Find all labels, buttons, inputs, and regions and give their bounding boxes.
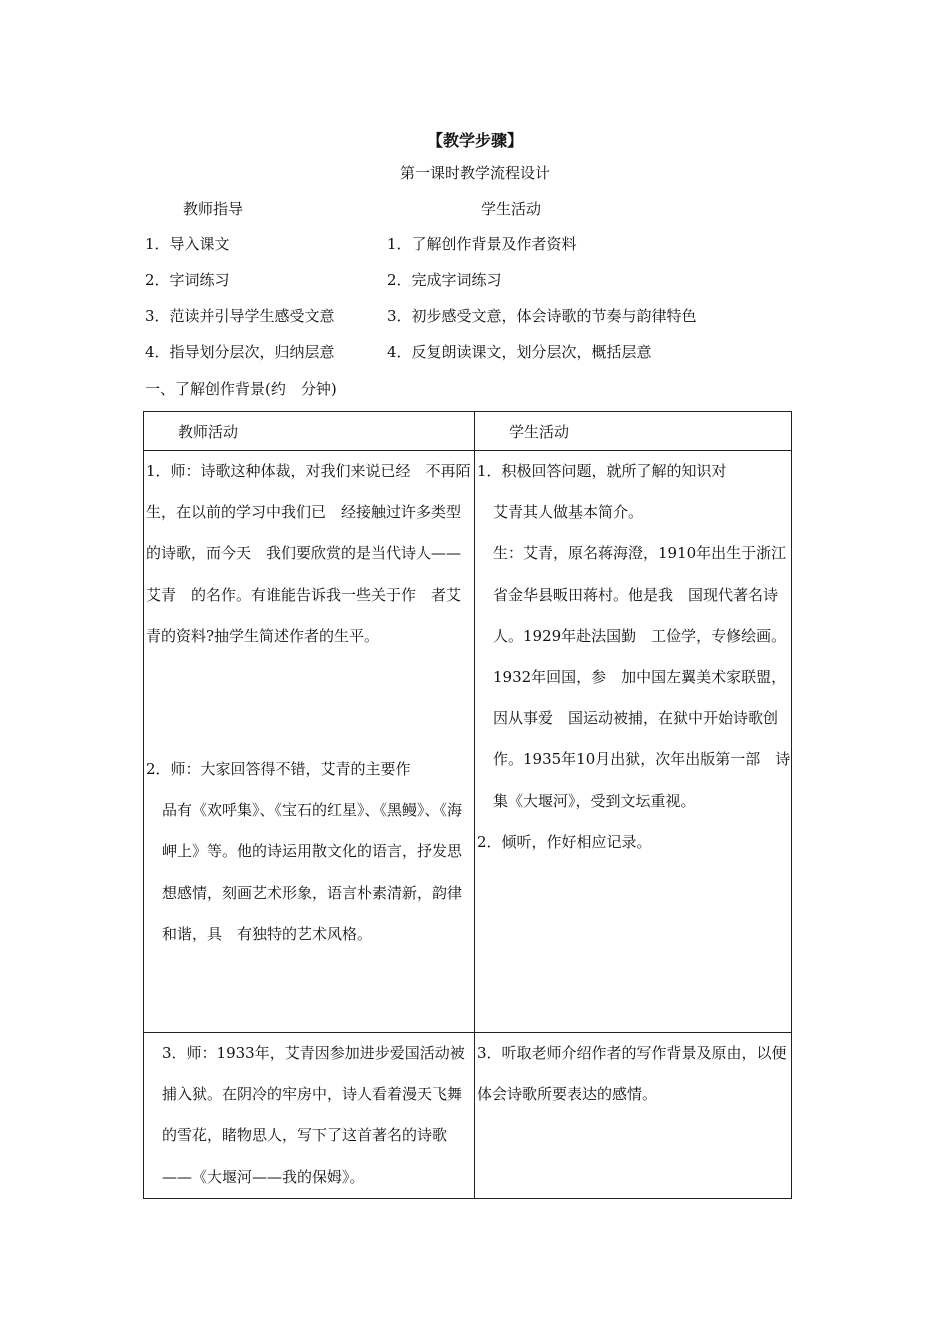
table-row [144, 1033, 792, 1199]
teacher-activity-paragraph: 3．师：1933年，艾青因参加进步爱国活动被捕入狱。在阴冷的牢房中，诗人看着漫天飞舞的雪花，睹物思人，写下了这首著名的诗歌——《大堰河——我的保姆》。 [162, 1044, 465, 1186]
overview-row [145, 303, 825, 329]
student-activity-content [475, 451, 791, 863]
table-row [144, 451, 792, 1033]
section-title: 一、了解创作背景(约 分钟) [145, 380, 337, 398]
activity-table [143, 411, 792, 1199]
student-activity-cell [475, 1033, 792, 1199]
student-activity-paragraph: 2．倾听，作好相应记录。 [477, 832, 652, 851]
overview-student-step: 1．了解创作背景及作者资料 [387, 235, 577, 253]
student-activity-cell [475, 451, 792, 1033]
overview-teacher-step: 3．范读并引导学生感受文意 [145, 307, 335, 325]
table-header-row [144, 412, 792, 451]
lesson-subheading: 第一课时教学流程设计 [399, 164, 550, 182]
section-heading: 【教学步骤】 [426, 131, 523, 150]
table-header-student-text: 学生活动 [509, 423, 570, 441]
overview-student-step: 3．初步感受文意，体会诗歌的节奏与韵律特色 [387, 307, 697, 325]
overview-header-row [145, 196, 825, 222]
overview-student-step: 2．完成字词练习 [387, 271, 502, 289]
teacher-activity-content [144, 1033, 474, 1198]
student-activity-paragraph: 3．听取老师介绍作者的写作背景及原由，以便体会诗歌所要表达的感情。 [477, 1044, 787, 1104]
table-header-teacher [144, 412, 475, 451]
student-activity-paragraph: 生：艾青，原名蒋海澄，1910年出生于浙江省金华县畈田蒋村。他是我 国现代著名诗人。1929年赴法国勤 工俭学，专修绘画。1932年回国，参 加中国左翼美术家联盟，因从事爱 国运动被捕，在狱中开始诗歌创作。1935年10月出狱，次年出版第一部 诗集《大堰河》，受到文坛重视。 [493, 544, 791, 810]
table-header-student [475, 412, 792, 451]
teacher-activity-paragraph: 品有《欢呼集》、《宝石的红星》、《黑鳗》、《海岬上》等。他的诗运用散文化的语言，抒发思想感情，刻画艺术形象，语言朴素清新，韵律和谐，具 有独特的艺术风格。 [162, 801, 463, 943]
overview-row [145, 231, 825, 257]
teacher-activity-cell [144, 1033, 475, 1199]
overview-student-step: 4．反复朗读课文，划分层次，概括层意 [387, 343, 652, 361]
table-header-teacher-text: 教师活动 [178, 423, 239, 441]
student-activity-paragraph: 1．积极回答问题，就所了解的知识对 [477, 462, 727, 480]
overview-teacher-header: 教师指导 [183, 200, 244, 218]
overview-student-header: 学生活动 [481, 200, 542, 218]
overview-teacher-step: 1．导入课文 [145, 235, 230, 253]
teacher-activity-paragraph: 1．师：诗歌这种体裁，对我们来说已经 不再陌生，在以前的学习中我们已 经接触过许多类型的诗歌，而今天 我们要欣赏的是当代诗人——艾青 的名作。有谁能告诉我一些关于作 者艾青的资料?抽学生简述作者的生平。 [146, 462, 471, 645]
teacher-activity-content [144, 451, 474, 955]
overview-row [145, 339, 825, 365]
overview-row [145, 267, 825, 293]
teacher-activity-cell [144, 451, 475, 1033]
student-activity-paragraph: 艾青其人做基本简介。 [493, 503, 644, 522]
overview-teacher-step: 4．指导划分层次，归纳层意 [145, 343, 335, 361]
student-activity-content [475, 1033, 791, 1115]
teacher-activity-paragraph: 2．师：大家回答得不错，艾青的主要作 [146, 760, 411, 779]
overview-teacher-step: 2．字词练习 [145, 271, 230, 289]
blank-space [146, 657, 474, 749]
